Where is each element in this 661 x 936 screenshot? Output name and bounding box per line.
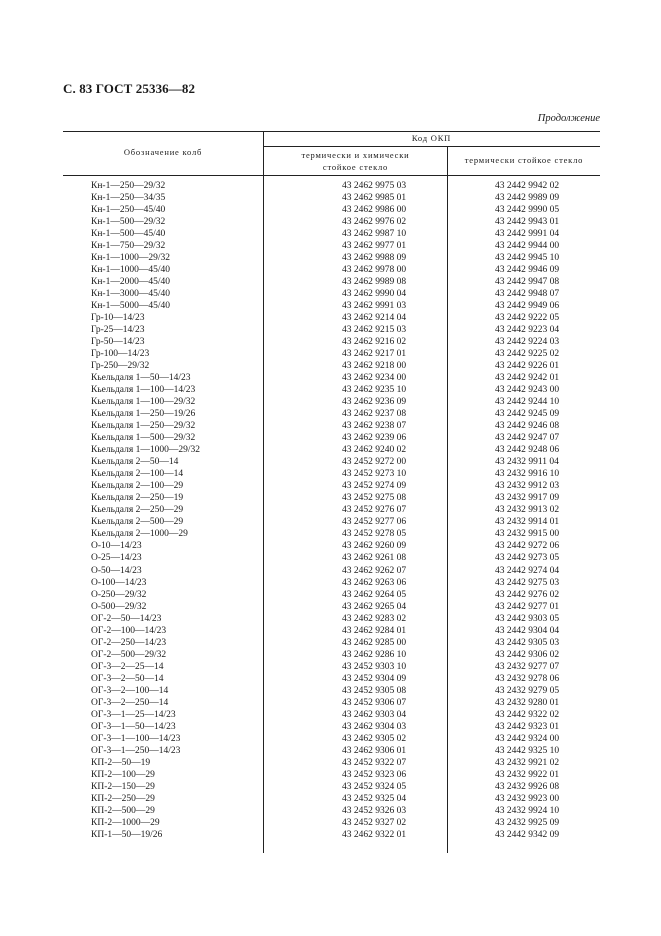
okp-code-thermal: 43 2442 9226 01: [494, 361, 560, 372]
flask-designation: Кьельдаля 2—250—29: [91, 505, 184, 516]
okp-code-thermal-chemical: 43 2452 9326 03: [341, 805, 407, 816]
okp-code-thermal: 43 2432 9912 03: [494, 481, 560, 492]
okp-code-thermal: 43 2432 9924 10: [494, 805, 560, 816]
okp-code-thermal-chemical: 43 2462 9990 04: [341, 289, 407, 300]
table-row: [0, 516, 661, 528]
flask-designation: Кьельдаля 2—500—29: [91, 517, 184, 528]
flask-designation: КП-2—500—29: [91, 805, 155, 816]
flask-designation: ОГ-3—2—100—14: [91, 685, 169, 696]
table-row: [0, 613, 661, 625]
flask-designation: КП-2—100—29: [91, 769, 155, 780]
okp-code-thermal: 43 2442 9946 09: [494, 265, 560, 276]
okp-code-thermal-chemical: 43 2462 9977 01: [341, 241, 407, 252]
okp-code-thermal-chemical: 43 2462 9234 00: [341, 373, 407, 384]
flask-designation: Кьельдаля 1—50—14/23: [91, 373, 191, 384]
okp-code-thermal: 43 2442 9273 05: [494, 553, 560, 564]
flask-designation: ОГ-3—1—25—14/23: [91, 709, 176, 720]
okp-code-thermal: 43 2442 9224 03: [494, 337, 560, 348]
okp-code-thermal: 43 2442 9222 05: [494, 313, 560, 324]
flask-designation: КП-2—50—19: [91, 757, 151, 768]
okp-code-thermal-chemical: 43 2462 9261 08: [341, 553, 407, 564]
col-header-thermal-chemical-line1: термически и химически: [301, 150, 410, 160]
table-row: [0, 228, 661, 240]
okp-code-thermal-chemical: 43 2462 9263 06: [341, 577, 407, 588]
table-row: [0, 468, 661, 480]
okp-code-thermal-chemical: 43 2462 9987 10: [341, 229, 407, 240]
okp-code-thermal: 43 2442 9949 06: [494, 301, 560, 312]
okp-code-thermal: 43 2442 9342 09: [494, 829, 560, 840]
flask-designation: О-50—14/23: [91, 565, 142, 576]
flask-designation: ОГ-3—2—25—14: [91, 661, 164, 672]
table-row: [0, 456, 661, 468]
okp-code-thermal-chemical: 43 2462 9240 02: [341, 445, 407, 456]
table-row: [0, 372, 661, 384]
okp-code-thermal: 43 2442 9945 10: [494, 253, 560, 264]
flask-designation: ОГ-2—250—14/23: [91, 637, 167, 648]
okp-code-thermal-chemical: 43 2452 9304 09: [341, 673, 407, 684]
okp-code-thermal: 43 2432 9915 00: [494, 529, 560, 540]
okp-code-thermal: 43 2432 9917 09: [494, 493, 560, 504]
table-body: [0, 180, 661, 841]
okp-code-thermal: 43 2442 9322 02: [494, 709, 560, 720]
flask-designation: О-250—29/32: [91, 589, 147, 600]
flask-designation: Кн-1—500—45/40: [91, 229, 166, 240]
table-row: [0, 565, 661, 577]
okp-code-thermal: 43 2432 9279 05: [494, 685, 560, 696]
flask-designation: ОГ-3—1—250—14/23: [91, 745, 181, 756]
flask-designation: Кн-1—250—29/32: [91, 181, 166, 191]
table-row: [0, 276, 661, 288]
flask-designation: Кн-1—250—45/40: [91, 205, 166, 216]
okp-code-thermal-chemical: 43 2462 9215 03: [341, 325, 407, 336]
okp-code-thermal: 43 2442 9245 09: [494, 409, 560, 420]
okp-code-thermal: 43 2442 9324 00: [494, 733, 560, 744]
flask-designation: Кн-1—1000—29/32: [91, 253, 170, 264]
okp-code-thermal: 43 2442 9323 01: [494, 721, 560, 732]
flask-designation: ОГ-3—2—250—14: [91, 697, 169, 708]
okp-code-thermal-chemical: 43 2462 9286 10: [341, 649, 407, 660]
table-row: [0, 552, 661, 564]
okp-code-thermal: 43 2442 9275 03: [494, 577, 560, 588]
table-row: [0, 528, 661, 540]
okp-code-thermal: 43 2442 9947 08: [494, 277, 560, 288]
okp-code-thermal-chemical: 43 2462 9975 03: [341, 181, 407, 191]
table-row: [0, 805, 661, 817]
okp-code-thermal-chemical: 43 2462 9265 04: [341, 601, 407, 612]
table-row: [0, 396, 661, 408]
okp-code-thermal: 43 2442 9246 08: [494, 421, 560, 432]
okp-code-thermal-chemical: 43 2462 9305 02: [341, 733, 407, 744]
flask-designation: Кн-1—5000—45/40: [91, 301, 170, 312]
flask-designation: О-500—29/32: [91, 601, 147, 612]
okp-code-thermal-chemical: 43 2462 9303 04: [341, 709, 407, 720]
okp-code-thermal-chemical: 43 2462 9235 10: [341, 385, 407, 396]
flask-designation: Кн-1—500—29/32: [91, 217, 166, 228]
flask-designation: Гр-50—14/23: [91, 337, 145, 348]
flask-designation: Кьельдаля 1—100—29/32: [91, 397, 196, 408]
flask-designation: О-10—14/23: [91, 541, 142, 552]
okp-code-thermal: 43 2432 9916 10: [494, 469, 560, 480]
okp-code-thermal: 43 2442 9989 09: [494, 193, 560, 204]
table-row: [0, 480, 661, 492]
okp-code-thermal-chemical: 43 2452 9327 02: [341, 817, 407, 828]
flask-designation: Кьельдаля 1—100—14/23: [91, 385, 196, 396]
okp-code-thermal-chemical: 43 2452 9277 06: [341, 517, 407, 528]
flask-designation: Гр-250—29/32: [91, 361, 150, 372]
okp-code-thermal: 43 2432 9278 06: [494, 673, 560, 684]
flask-designation: Кьельдаля 2—50—14: [91, 457, 179, 468]
okp-code-thermal-chemical: 43 2452 9306 07: [341, 697, 407, 708]
flask-designation: КП-2—150—29: [91, 781, 155, 792]
okp-code-thermal-chemical: 43 2452 9273 10: [341, 469, 407, 480]
table-row: [0, 625, 661, 637]
table-row: [0, 721, 661, 733]
okp-code-thermal: 43 2442 9274 04: [494, 565, 560, 576]
okp-code-thermal-chemical: 43 2462 9285 00: [341, 637, 407, 648]
table-row: [0, 793, 661, 805]
okp-code-thermal: 43 2442 9304 04: [494, 625, 560, 636]
table-row: [0, 769, 661, 781]
table-row: [0, 420, 661, 432]
okp-code-thermal: 43 2432 9923 00: [494, 793, 560, 804]
flask-designation: КП-1—50—19/26: [91, 829, 163, 840]
okp-header-rule: [263, 146, 600, 147]
okp-code-thermal-chemical: 43 2462 9991 03: [341, 301, 407, 312]
table-row: [0, 637, 661, 649]
flask-designation: Кьельдаля 2—100—29: [91, 481, 184, 492]
flask-designation: Кьельдаля 1—1000—29/32: [91, 445, 200, 456]
okp-code-thermal: 43 2442 9243 00: [494, 385, 560, 396]
okp-code-thermal-chemical: 43 2462 9284 01: [341, 625, 407, 636]
table-row: [0, 781, 661, 793]
flask-designation: Гр-25—14/23: [91, 325, 145, 336]
flask-designation: Кьельдаля 1—250—19/26: [91, 409, 196, 420]
okp-code-thermal: 43 2442 9242 01: [494, 373, 560, 384]
table-row: [0, 697, 661, 709]
flask-designation: Кьельдаля 1—500—29/32: [91, 433, 196, 444]
table-row: [0, 685, 661, 697]
okp-code-thermal-chemical: 43 2452 9324 05: [341, 781, 407, 792]
okp-code-thermal-chemical: 43 2462 9214 04: [341, 313, 407, 324]
okp-code-thermal: 43 2442 9247 07: [494, 433, 560, 444]
col-header-thermal-chemical: [264, 149, 447, 173]
table-row: [0, 324, 661, 336]
okp-code-thermal-chemical: 43 2462 9306 01: [341, 745, 407, 756]
okp-code-thermal: 43 2442 9944 00: [494, 241, 560, 252]
table-row: [0, 204, 661, 216]
flask-designation: О-25—14/23: [91, 553, 142, 564]
okp-code-thermal: 43 2442 9306 02: [494, 649, 560, 660]
table-row: [0, 336, 661, 348]
okp-code-thermal-chemical: 43 2462 9978 00: [341, 265, 407, 276]
okp-code-thermal: 43 2432 9911 04: [495, 457, 559, 468]
flask-designation: ОГ-2—100—14/23: [91, 625, 167, 636]
flask-designation: Кьельдаля 2—100—14: [91, 469, 184, 480]
okp-code-thermal-chemical: 43 2462 9216 02: [341, 337, 407, 348]
table-row: [0, 216, 661, 228]
table-row: [0, 384, 661, 396]
okp-code-thermal-chemical: 43 2452 9275 08: [341, 493, 407, 504]
okp-code-thermal-chemical: 43 2462 9322 01: [341, 829, 407, 840]
flask-designation: Кн-1—2000—45/40: [91, 277, 170, 288]
okp-code-thermal-chemical: 43 2452 9272 00: [341, 457, 407, 468]
okp-code-thermal: 43 2442 9276 02: [494, 589, 560, 600]
col-header-designation: Обозначение колб: [123, 147, 203, 157]
table-row: [0, 312, 661, 324]
okp-code-thermal: 43 2432 9914 01: [494, 517, 560, 528]
okp-code-thermal-chemical: 43 2452 9322 07: [341, 757, 407, 768]
okp-code-thermal-chemical: 43 2462 9283 02: [341, 613, 407, 624]
okp-code-thermal: 43 2432 9913 02: [494, 505, 560, 516]
okp-code-thermal-chemical: 43 2452 9278 05: [341, 529, 407, 540]
okp-code-thermal: 43 2442 9325 10: [494, 745, 560, 756]
col-header-thermal: термически стойкое стекло: [464, 155, 584, 165]
okp-code-thermal-chemical: 43 2462 9985 01: [341, 193, 407, 204]
table-row: [0, 264, 661, 276]
flask-designation: Кьельдаля 2—1000—29: [91, 529, 188, 540]
okp-code-thermal: 43 2442 9244 10: [494, 397, 560, 408]
okp-code-thermal-chemical: 43 2452 9276 07: [341, 505, 407, 516]
okp-code-thermal-chemical: 43 2462 9217 01: [341, 349, 407, 360]
table-row: [0, 757, 661, 769]
okp-code-thermal: 43 2442 9991 04: [494, 229, 560, 240]
flask-designation: КП-2—250—29: [91, 793, 155, 804]
table-row: [0, 288, 661, 300]
flask-designation: КП-2—1000—29: [91, 817, 160, 828]
okp-code-thermal-chemical: 43 2462 9264 05: [341, 589, 407, 600]
col-header-thermal-chemical-line2: стойкое стекло: [322, 162, 389, 172]
flask-designation: ОГ-2—50—14/23: [91, 613, 162, 624]
page-header: С. 83 ГОСТ 25336—82: [63, 81, 196, 96]
flask-designation: Кн-1—3000—45/40: [91, 289, 170, 300]
okp-code-thermal-chemical: 43 2452 9274 09: [341, 481, 407, 492]
flask-designation: Кн-1—250—34/35: [91, 193, 166, 204]
okp-code-thermal: 43 2442 9303 05: [494, 613, 560, 624]
table-row: [0, 745, 661, 757]
okp-code-thermal-chemical: 43 2452 9305 08: [341, 685, 407, 696]
okp-code-thermal-chemical: 43 2462 9218 00: [341, 361, 407, 372]
table-row: [0, 192, 661, 204]
okp-code-thermal-chemical: 43 2462 9236 09: [341, 397, 407, 408]
table-row: [0, 252, 661, 264]
table-row: [0, 348, 661, 360]
table-row: [0, 492, 661, 504]
flask-designation: Кьельдаля 1—250—29/32: [91, 421, 196, 432]
flask-designation: ОГ-3—1—100—14/23: [91, 733, 181, 744]
okp-code-thermal-chemical: 43 2462 9262 07: [341, 565, 407, 576]
table-row: [0, 180, 661, 192]
okp-code-thermal-chemical: 43 2462 9260 09: [341, 541, 407, 552]
flask-designation: Кн-1—750—29/32: [91, 241, 166, 252]
flask-designation: ОГ-3—2—50—14: [91, 673, 164, 684]
table-row: [0, 661, 661, 673]
table-row: [0, 829, 661, 841]
flask-designation: Кн-1—1000—45/40: [91, 265, 170, 276]
flask-designation: Кьельдаля 2—250—19: [91, 493, 184, 504]
okp-code-thermal: 43 2432 9925 09: [494, 817, 560, 828]
table-row: [0, 709, 661, 721]
table-row: [0, 589, 661, 601]
okp-code-thermal: 43 2442 9990 05: [494, 205, 560, 216]
okp-code-thermal: 43 2442 9948 07: [494, 289, 560, 300]
continuation-label: Продолжение: [537, 113, 600, 124]
okp-code-thermal-chemical: 43 2462 9986 00: [341, 205, 407, 216]
okp-code-thermal: 43 2442 9225 02: [494, 349, 560, 360]
okp-code-thermal-chemical: 43 2462 9237 08: [341, 409, 407, 420]
okp-code-thermal: 43 2442 9272 06: [494, 541, 560, 552]
table-row: [0, 240, 661, 252]
okp-code-thermal-chemical: 43 2462 9989 08: [341, 277, 407, 288]
table-row: [0, 817, 661, 829]
table-row: [0, 300, 661, 312]
header-bottom-rule: [63, 175, 600, 176]
flask-designation: ОГ-3—1—50—14/23: [91, 721, 176, 732]
table-row: [0, 673, 661, 685]
flask-designation: Гр-10—14/23: [91, 313, 145, 324]
okp-code-thermal: 43 2432 9280 01: [494, 697, 560, 708]
flask-designation: О-100—14/23: [91, 577, 147, 588]
okp-code-thermal: 43 2442 9942 02: [494, 181, 560, 191]
okp-code-thermal-chemical: 43 2462 9976 02: [341, 217, 407, 228]
okp-code-thermal-chemical: 43 2462 9988 09: [341, 253, 407, 264]
okp-code-thermal-chemical: 43 2462 9304 03: [341, 721, 407, 732]
okp-code-thermal-chemical: 43 2462 9239 06: [341, 433, 407, 444]
okp-code-thermal-chemical: 43 2462 9238 07: [341, 421, 407, 432]
okp-code-thermal: 43 2442 9943 01: [494, 217, 560, 228]
table-row: [0, 733, 661, 745]
col-header-okp: Код ОКП: [411, 133, 452, 143]
table-row: [0, 504, 661, 516]
table-row: [0, 649, 661, 661]
okp-code-thermal: 43 2432 9277 07: [494, 661, 560, 672]
table-row: [0, 408, 661, 420]
table-row: [0, 432, 661, 444]
okp-code-thermal: 43 2442 9223 04: [494, 325, 560, 336]
okp-code-thermal: 43 2432 9926 08: [494, 781, 560, 792]
okp-code-thermal: 43 2442 9248 06: [494, 445, 560, 456]
table-row: [0, 577, 661, 589]
okp-code-thermal-chemical: 43 2452 9323 06: [341, 769, 407, 780]
okp-code-thermal: 43 2442 9305 03: [494, 637, 560, 648]
okp-code-thermal: 43 2432 9921 02: [494, 757, 560, 768]
flask-designation: Гр-100—14/23: [91, 349, 150, 360]
table-row: [0, 444, 661, 456]
table-row: [0, 601, 661, 613]
okp-code-thermal-chemical: 43 2452 9325 04: [341, 793, 407, 804]
okp-code-thermal: 43 2432 9922 01: [494, 769, 560, 780]
okp-code-thermal-chemical: 43 2452 9303 10: [341, 661, 407, 672]
table-row: [0, 540, 661, 552]
okp-code-thermal: 43 2442 9277 01: [494, 601, 560, 612]
table-row: [0, 360, 661, 372]
flask-designation: ОГ-2—500—29/32: [91, 649, 167, 660]
